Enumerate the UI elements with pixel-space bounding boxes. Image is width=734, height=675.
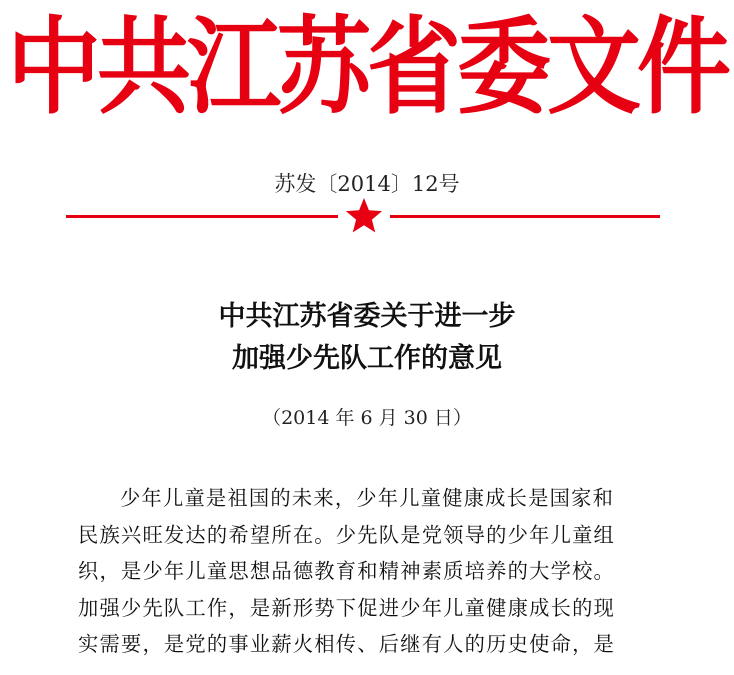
divider-line-left bbox=[66, 215, 338, 218]
body-line: 加强少先队工作，是新形势下促进少年儿童健康成长的现 bbox=[78, 595, 616, 620]
title-line-1: 中共江苏省委关于进一步 bbox=[218, 301, 516, 332]
body-paragraph bbox=[78, 480, 666, 663]
document-date: （2014 年 6 月 30 日） bbox=[262, 407, 472, 429]
document-number: 苏发〔2014〕12号 bbox=[274, 172, 460, 196]
masthead-title: 中共江苏省委文件 bbox=[6, 7, 727, 130]
red-star-divider bbox=[0, 198, 734, 238]
body-line: 民族兴旺发达的希望所在。少先队是党领导的少年儿童组 bbox=[78, 522, 616, 547]
divider-line-right bbox=[390, 215, 660, 218]
title-line-2: 加强少先队工作的意见 bbox=[232, 343, 502, 374]
body-line: 织，是少年儿童思想品德教育和精神素质培养的大学校。 bbox=[78, 559, 616, 583]
red-star-icon bbox=[346, 198, 382, 232]
body-line: 少年儿童是祖国的未来，少年儿童健康成长是国家和 bbox=[120, 486, 615, 510]
body-line: 实需要，是党的事业薪火相传、后继有人的历史使命，是 bbox=[78, 632, 616, 656]
document-title bbox=[0, 296, 734, 380]
